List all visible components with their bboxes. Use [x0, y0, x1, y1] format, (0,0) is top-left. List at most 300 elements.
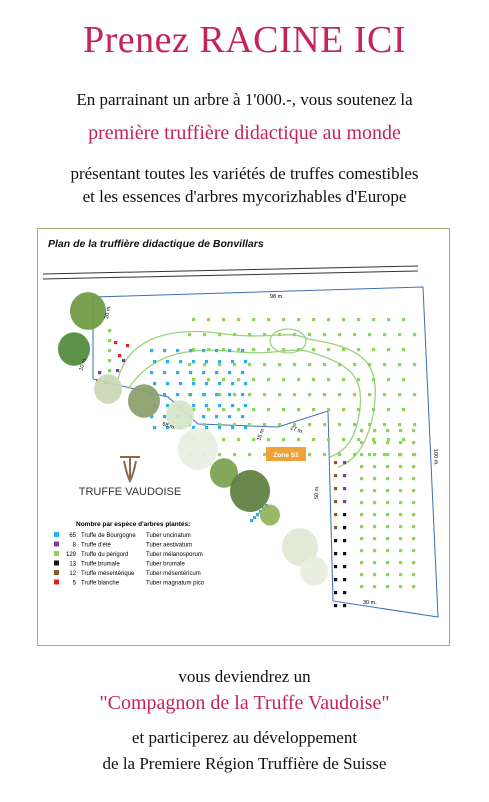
tree-dot [192, 404, 195, 407]
legend-count: 8 [72, 542, 76, 549]
tree-dot [278, 423, 281, 426]
zone-label: Zone S1 [273, 452, 299, 459]
tree-dot [293, 363, 296, 366]
dim-left-mid: 10 m. [78, 356, 89, 372]
tree-dot [373, 489, 376, 492]
tree-dot [343, 474, 346, 477]
tree-dot [282, 378, 285, 381]
tree-dot [207, 348, 210, 351]
tree-dot [343, 539, 346, 542]
tree-dot [334, 513, 337, 516]
legend-swatch [54, 532, 59, 537]
tree-dot [312, 318, 315, 321]
tree-dot [399, 549, 402, 552]
tree-canopy [94, 374, 122, 403]
tree-dot [399, 465, 402, 468]
tree-dot [360, 525, 363, 528]
tree-dot [241, 415, 244, 418]
tree-dot [108, 359, 111, 362]
tree-dot [282, 438, 285, 441]
tree-dot [293, 333, 296, 336]
tree-dot [297, 408, 300, 411]
tree-dot [368, 423, 371, 426]
tree-dot [297, 378, 300, 381]
tree-dot [126, 344, 129, 347]
tree-dot [360, 465, 363, 468]
tree-dot [343, 552, 346, 555]
tree-dot [386, 513, 389, 516]
tree-dot [343, 604, 346, 607]
tree-dot [373, 585, 376, 588]
tree-dot [343, 565, 346, 568]
tree-dot [205, 426, 208, 429]
truffle-plan-map [37, 228, 450, 646]
tree-dot [386, 429, 389, 432]
tree-dot [297, 318, 300, 321]
tree-dot [334, 474, 337, 477]
tree-dot [398, 423, 401, 426]
tree-dot [368, 453, 371, 456]
tree-dot [192, 382, 195, 385]
dim-top: 98 m. [270, 294, 284, 300]
tree-dot [386, 537, 389, 540]
tree-dot [153, 382, 156, 385]
tree-dot [188, 363, 191, 366]
tree-dot [334, 526, 337, 529]
tree-dot [176, 393, 179, 396]
tree-dot [399, 561, 402, 564]
tree-dot [222, 438, 225, 441]
legend-swatch [54, 561, 59, 566]
tree-dot [360, 561, 363, 564]
tree-dot [176, 371, 179, 374]
tree-dot [248, 363, 251, 366]
tree-dot [368, 363, 371, 366]
tree-dot [413, 423, 416, 426]
tree-dot [179, 382, 182, 385]
tree-dot [308, 453, 311, 456]
plan-perimeter [93, 287, 438, 617]
tree-dot [412, 489, 415, 492]
tree-dot [282, 348, 285, 351]
tree-dot [373, 525, 376, 528]
tree-dot [402, 378, 405, 381]
legend-name: Truffe mésentérique [81, 571, 135, 577]
plan-title: Plan de la truffière didactique de Bonvillars [48, 238, 264, 250]
tree-dot [360, 429, 363, 432]
tree-dot [163, 415, 166, 418]
tree-dot [373, 477, 376, 480]
tree-dot [412, 453, 415, 456]
dim-bottom: 30 m. [363, 600, 377, 606]
tree-dot [412, 477, 415, 480]
tree-dot [412, 441, 415, 444]
tree-dot [338, 363, 341, 366]
tree-dot [334, 500, 337, 503]
tree-dot [338, 453, 341, 456]
tree-dot [163, 349, 166, 352]
tree-dot [342, 318, 345, 321]
tree-dot [412, 537, 415, 540]
tree-dot [218, 423, 221, 426]
tree-dot [233, 333, 236, 336]
tree-dot [218, 382, 221, 385]
tree-canopy [70, 292, 106, 330]
tree-dot [413, 393, 416, 396]
tree-dot [323, 453, 326, 456]
tree-dot [327, 438, 330, 441]
tree-dot [386, 477, 389, 480]
tree-dot [399, 477, 402, 480]
tree-dot [278, 333, 281, 336]
tree-dot [323, 423, 326, 426]
logo-text: TRUFFE VAUDOISE [78, 486, 182, 498]
tree-dot [353, 423, 356, 426]
tree-dot [372, 438, 375, 441]
tree-dot [241, 371, 244, 374]
tree-dot [338, 333, 341, 336]
tree-dot [412, 561, 415, 564]
tree-dot [263, 363, 266, 366]
tree-dot [192, 318, 195, 321]
tree-dot [412, 501, 415, 504]
tree-dot [383, 333, 386, 336]
tree-canopy [128, 384, 160, 418]
tree-dot [334, 539, 337, 542]
legend-count: 12 [69, 571, 76, 577]
tree-dot [343, 487, 346, 490]
dim-left-top: 20 m. [104, 304, 113, 320]
tree-dot [338, 423, 341, 426]
tree-canopy [300, 556, 328, 585]
legend-name: Truffe de Bourgogne [81, 533, 136, 539]
intro-line-4: et les essences d'arbres mycorizhables d'Europe [82, 187, 407, 206]
tree-dot [360, 441, 363, 444]
tree-canopy [230, 470, 270, 512]
tree-dot [398, 363, 401, 366]
dim-inner-a: 15 m. [256, 426, 267, 442]
tree-dot [267, 438, 270, 441]
tree-dot [327, 408, 330, 411]
tree-dot [222, 408, 225, 411]
tree-dot [153, 360, 156, 363]
legend-swatch [54, 580, 59, 585]
tree-dot [205, 360, 208, 363]
tree-dot [412, 429, 415, 432]
tree-dot [373, 441, 376, 444]
tree-dot [267, 348, 270, 351]
tree-dot [360, 501, 363, 504]
tree-dot [412, 585, 415, 588]
tree-dot [308, 363, 311, 366]
tree-dot [192, 348, 195, 351]
tree-dot [278, 393, 281, 396]
tree-dot [357, 348, 360, 351]
tree-dot [150, 371, 153, 374]
legend-latin: Tuber magnatum pico [146, 580, 205, 587]
legend-count: 5 [72, 580, 76, 587]
tree-dot [176, 349, 179, 352]
tree-dot [207, 318, 210, 321]
tree-dot [244, 426, 247, 429]
tree-dot [252, 378, 255, 381]
legend-name: Truffe du périgord [81, 552, 129, 558]
tree-dot [334, 578, 337, 581]
tree-dot [192, 378, 195, 381]
tree-dot [98, 371, 101, 374]
tree-dot [108, 369, 111, 372]
tree-dot [263, 453, 266, 456]
tree-dot [373, 573, 376, 576]
tree-dot [338, 393, 341, 396]
tree-dot [323, 363, 326, 366]
legend-latin: Tuber brumale [146, 561, 185, 568]
tree-dot [342, 348, 345, 351]
tree-dot [203, 333, 206, 336]
tree-dot [368, 333, 371, 336]
tree-dot [248, 423, 251, 426]
tree-dot [250, 519, 253, 522]
tree-dot [218, 404, 221, 407]
tree-dot [399, 537, 402, 540]
tree-dot [267, 378, 270, 381]
tree-dot [163, 371, 166, 374]
tree-dot [387, 378, 390, 381]
tree-dot [373, 501, 376, 504]
tree-dot [297, 348, 300, 351]
tree-dot [334, 565, 337, 568]
tree-dot [386, 465, 389, 468]
tree-dot [412, 465, 415, 468]
tree-dot [343, 500, 346, 503]
legend-count: 13 [69, 561, 76, 568]
tree-dot [402, 438, 405, 441]
tree-dot [413, 363, 416, 366]
tree-dot [248, 333, 251, 336]
tree-dot [360, 477, 363, 480]
tree-dot [231, 382, 234, 385]
tree-dot [357, 378, 360, 381]
tree-dot [372, 378, 375, 381]
tree-dot [203, 423, 206, 426]
tree-dot [222, 348, 225, 351]
tree-dot [297, 438, 300, 441]
tree-dot [222, 318, 225, 321]
tree-dot [343, 526, 346, 529]
tree-dot [202, 393, 205, 396]
tree-dot [387, 408, 390, 411]
tree-dot [231, 426, 234, 429]
tree-dot [248, 393, 251, 396]
tree-dot [222, 378, 225, 381]
tree-dot [231, 404, 234, 407]
tree-dot [386, 501, 389, 504]
footer-line-4: de la Premiere Région Truffière de Suisse [102, 754, 387, 773]
tree-dot [282, 408, 285, 411]
tree-dot [233, 363, 236, 366]
tree-dot [334, 604, 337, 607]
tree-dot [342, 408, 345, 411]
tree-dot [244, 360, 247, 363]
tree-dot [368, 393, 371, 396]
tree-dot [241, 349, 244, 352]
footer-highlight: "Compagnon de la Truffe Vaudoise" [99, 692, 390, 714]
tree-dot [228, 415, 231, 418]
footer-line-3: et participerez au développement [131, 728, 358, 747]
tree-dot [267, 408, 270, 411]
legend-swatch [54, 542, 59, 547]
tree-dot [205, 404, 208, 407]
tree-dot [360, 453, 363, 456]
tree-dot [399, 585, 402, 588]
tree-dot [215, 415, 218, 418]
tree-dot [237, 318, 240, 321]
tree-dot [263, 423, 266, 426]
tree-dot [252, 318, 255, 321]
tree-dot [248, 453, 251, 456]
tree-dot [386, 561, 389, 564]
legend-name: Truffe brumale [81, 561, 120, 568]
tree-dot [386, 489, 389, 492]
legend-count: 129 [65, 552, 76, 558]
tree-dot [327, 348, 330, 351]
tree-dot [372, 318, 375, 321]
tree-dot [267, 318, 270, 321]
tree-dot [360, 489, 363, 492]
tree-dot [228, 371, 231, 374]
tree-dot [108, 329, 111, 332]
tree-dot [207, 378, 210, 381]
tree-dot [353, 453, 356, 456]
tree-dot [353, 363, 356, 366]
tree-dot [412, 573, 415, 576]
tree-dot [233, 423, 236, 426]
legend-latin: Tuber aestivatum [146, 542, 193, 549]
tree-dot [412, 549, 415, 552]
tree-dot [215, 371, 218, 374]
tree-dot [399, 429, 402, 432]
tree-dot [308, 333, 311, 336]
footer-line-1: vous deviendrez un [178, 667, 311, 686]
tree-dot [312, 378, 315, 381]
legend-latin: Tuber mélanosporum [146, 552, 203, 558]
legend-swatch [54, 570, 59, 575]
tree-dot [398, 393, 401, 396]
tree-dot [218, 426, 221, 429]
tree-dot [386, 441, 389, 444]
legend-count: 65 [69, 533, 76, 539]
tree-dot [202, 349, 205, 352]
tree-dot [233, 393, 236, 396]
tree-dot [308, 393, 311, 396]
tree-dot [342, 378, 345, 381]
tree-dot [398, 333, 401, 336]
tree-dot [263, 333, 266, 336]
tree-dot [189, 349, 192, 352]
tree-dot [218, 333, 221, 336]
tree-dot [383, 453, 386, 456]
tree-dot [150, 349, 153, 352]
tree-dot [357, 438, 360, 441]
tree-dot [383, 363, 386, 366]
tree-dot [360, 513, 363, 516]
tree-dot [163, 393, 166, 396]
legend-name: Truffe blanche [81, 580, 120, 587]
tree-dot [360, 585, 363, 588]
tree-dot [116, 369, 119, 372]
tree-dot [327, 318, 330, 321]
truffe-vaudoise-logo [79, 457, 181, 498]
tree-dot [252, 438, 255, 441]
tree-dot [360, 549, 363, 552]
tree-dot [237, 438, 240, 441]
tree-dot [412, 525, 415, 528]
tree-dot [372, 348, 375, 351]
tree-dot [282, 318, 285, 321]
tree-canopy [178, 428, 218, 470]
dim-center: 68 m. [161, 421, 177, 432]
tree-dot [237, 348, 240, 351]
tree-dot [118, 354, 121, 357]
tree-dot [360, 573, 363, 576]
legend-latin: Tuber uncinatum [146, 533, 191, 539]
tree-dot [215, 393, 218, 396]
tree-dot [386, 585, 389, 588]
tree-dot [205, 382, 208, 385]
tree-dot [114, 341, 117, 344]
tree-dot [343, 461, 346, 464]
tree-dot [237, 408, 240, 411]
page-title: Prenez RACINE ICI [83, 19, 406, 61]
tree-dot [353, 333, 356, 336]
intro-line-1: En parrainant un arbre à 1'000.-, vous soutenez la [76, 90, 413, 109]
tree-dot [387, 348, 390, 351]
tree-dot [278, 363, 281, 366]
legend-name: Truffe d'été [81, 542, 111, 549]
tree-dot [343, 578, 346, 581]
tree-dot [334, 591, 337, 594]
tree-dot [153, 426, 156, 429]
tree-dot [252, 348, 255, 351]
tree-dot [334, 461, 337, 464]
tree-dot [334, 487, 337, 490]
tree-dot [343, 591, 346, 594]
tree-dot [399, 441, 402, 444]
tree-dot [108, 349, 111, 352]
tree-dot [189, 393, 192, 396]
tree-dot [189, 371, 192, 374]
legend-heading: Nombre par espèce d'arbres plantés: [76, 521, 191, 528]
tree-dot [373, 561, 376, 564]
tree-dot [253, 516, 256, 519]
dim-right: 100 m. [432, 448, 439, 466]
tree-dot [373, 513, 376, 516]
intro-line-3: présentant toutes les variétés de truffes comestibles [70, 164, 419, 183]
legend-latin: Tuber mésentéricum [146, 571, 201, 577]
tree-dot [244, 382, 247, 385]
tree-dot [263, 393, 266, 396]
tree-dot [387, 318, 390, 321]
tree-dot [327, 378, 330, 381]
tree-dot [373, 537, 376, 540]
tree-dot [231, 360, 234, 363]
tree-dot [233, 453, 236, 456]
tree-dot [399, 573, 402, 576]
tree-dot [373, 453, 376, 456]
tree-dot [357, 318, 360, 321]
tree-dot [218, 453, 221, 456]
tree-dot [386, 549, 389, 552]
